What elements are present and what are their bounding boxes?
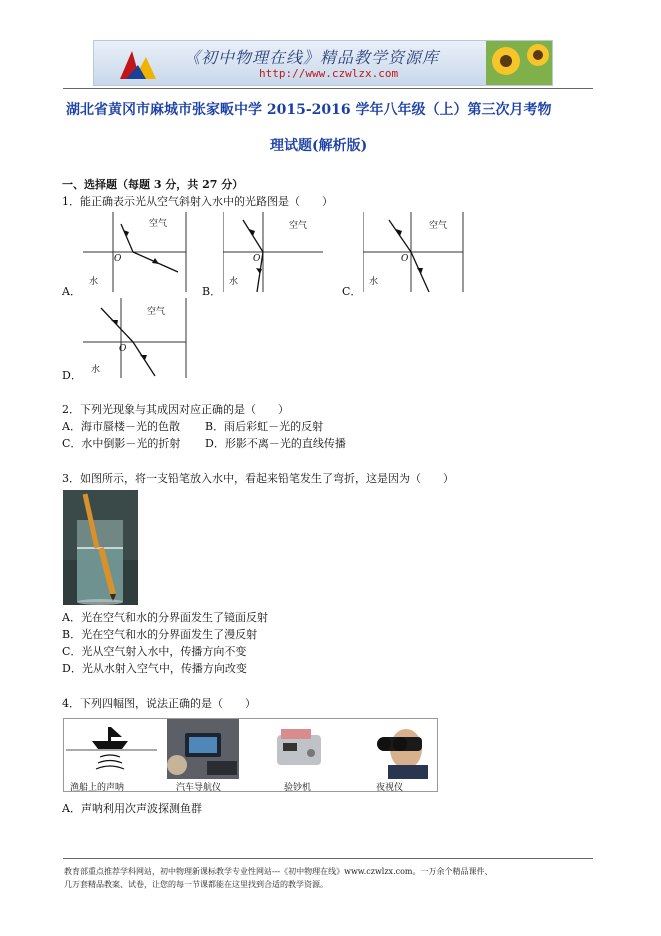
night-vision-icon bbox=[364, 719, 436, 779]
q3-option-c: C．光从空气射入水中，传播方向不变 bbox=[62, 645, 247, 658]
footer-line1: 教育部重点推荐学科网站，初中物理新课标教学专业性网站---《初中物理在线》www.czwlzx.com。一万余个精品课件、 bbox=[64, 867, 493, 876]
header-rule bbox=[63, 88, 593, 89]
q2-option-d: D．形影不离－光的直线传播 bbox=[205, 437, 346, 450]
air-label: 空气 bbox=[429, 221, 448, 231]
q3-option-d: D．光从水射入空气中，传播方向改变 bbox=[62, 662, 247, 675]
footer-line2: 几万套精品教案、试卷，让您的每一节课都能在这里找到合适的教学资源。 bbox=[64, 880, 328, 889]
car-navigation-icon bbox=[167, 719, 239, 779]
q4-stem: 4．下列四幅图，说法正确的是（ ） bbox=[62, 697, 256, 710]
q1-diagram-a bbox=[83, 212, 187, 292]
q4-caption-navigation: 汽车导航仪 bbox=[176, 783, 222, 792]
banner-title: 《初中物理在线》精品教学资源库 bbox=[184, 48, 440, 67]
q2-option-a: A．海市蜃楼－光的色散 bbox=[62, 420, 180, 433]
page-title-line2: 理试题(解析版) bbox=[270, 138, 368, 154]
q2-stem: 2．下列光现象与其成因对应正确的是（ ） bbox=[62, 403, 289, 416]
q4-figure-strip bbox=[63, 718, 438, 792]
money-detector-icon bbox=[269, 719, 331, 779]
water-label: 水 bbox=[229, 277, 239, 287]
sunflower-icon bbox=[486, 41, 553, 86]
q4-option-a: A．声呐利用次声波探测鱼群 bbox=[62, 802, 202, 815]
q3-option-a: A．光在空气和水的分界面发生了镜面反射 bbox=[62, 611, 268, 624]
o-label: O bbox=[114, 254, 122, 264]
air-label: 空气 bbox=[147, 307, 166, 317]
q1-option-d: D． bbox=[62, 369, 82, 382]
q1-option-c: C． bbox=[342, 285, 362, 298]
q4-caption-sonar: 渔船上的声呐 bbox=[70, 783, 125, 792]
banner-url: http://www.czwlzx.com bbox=[259, 67, 399, 80]
water-label: 水 bbox=[91, 365, 101, 375]
pencil-in-water-photo bbox=[63, 490, 138, 605]
q1-diagram-b bbox=[223, 212, 327, 292]
air-label: 空气 bbox=[149, 219, 168, 229]
q1-option-a: A． bbox=[62, 285, 81, 298]
o-label: O bbox=[401, 254, 409, 264]
q1-stem: 1．能正确表示光从空气斜射入水中的光路图是（ ） bbox=[62, 195, 333, 208]
q4-caption-night-vision: 夜视仪 bbox=[376, 783, 404, 792]
q4-caption-money-detector: 验钞机 bbox=[284, 783, 312, 792]
q1-diagram-d bbox=[83, 298, 187, 378]
header-banner bbox=[93, 40, 553, 86]
q1-option-b: B． bbox=[202, 285, 222, 298]
air-label: 空气 bbox=[289, 221, 308, 231]
q3-option-b: B．光在空气和水的分界面发生了漫反射 bbox=[62, 628, 258, 641]
section-heading: 一、选择题（每题 3 分，共 27 分） bbox=[62, 178, 244, 191]
q2-option-b: B．雨后彩虹－光的反射 bbox=[205, 420, 324, 433]
o-label: O bbox=[253, 254, 261, 264]
water-label: 水 bbox=[369, 277, 379, 287]
page-title-line1: 湖北省黄冈市麻城市张家畈中学 2015-2016 学年八年级（上）第三次月考物 bbox=[66, 102, 552, 118]
q3-stem: 3．如图所示，将一支铅笔放入水中，看起来铅笔发生了弯折，这是因为（ ） bbox=[62, 472, 454, 485]
q2-option-c: C．水中倒影－光的折射 bbox=[62, 437, 181, 450]
site-logo-icon bbox=[116, 45, 160, 83]
footer-rule bbox=[63, 858, 593, 859]
sonar-ship-icon bbox=[64, 719, 159, 779]
o-label: O bbox=[119, 344, 127, 354]
q1-diagram-c bbox=[363, 212, 467, 292]
water-label: 水 bbox=[89, 277, 99, 287]
